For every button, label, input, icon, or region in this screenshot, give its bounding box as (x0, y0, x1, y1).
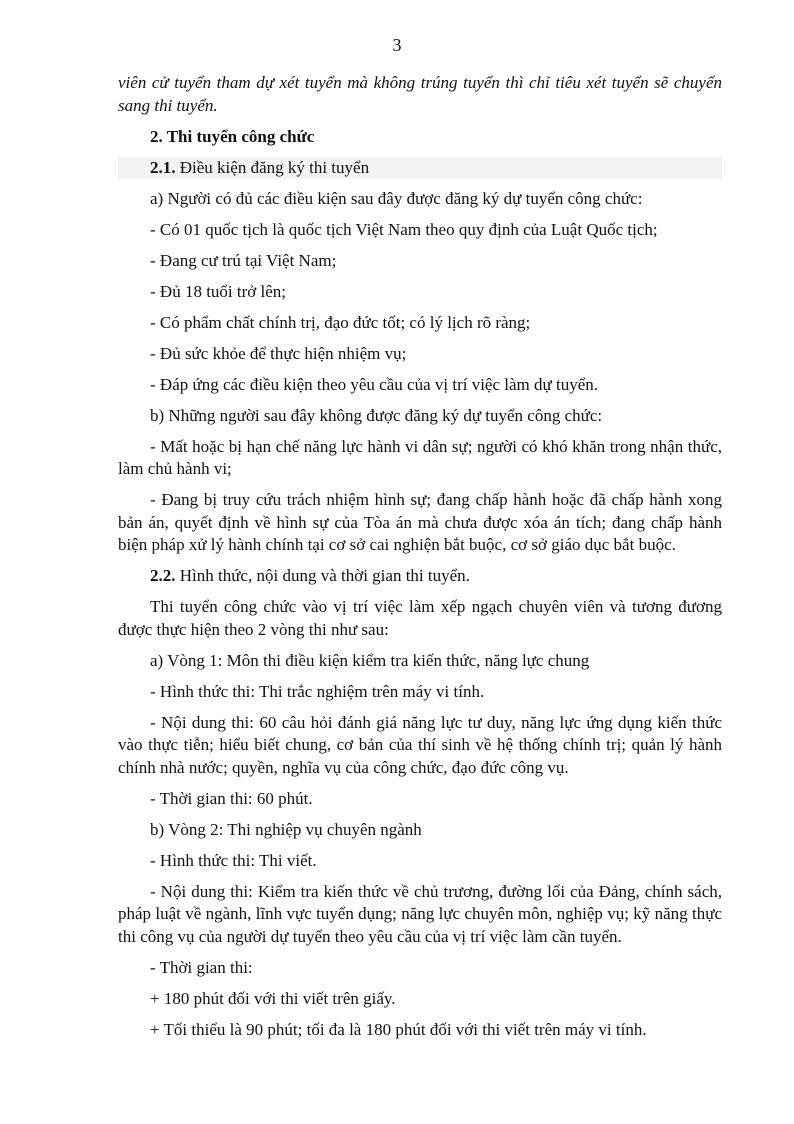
condition-a-intro: a) Người có đủ các điều kiện sau đây được đăng ký dự tuyển công chức: (150, 188, 643, 208)
list-item: - Đang cư trú tại Việt Nam; (150, 250, 337, 270)
list-item: - Đáp ứng các điều kiện theo yêu cầu của vị trí việc làm dự tuyển. (150, 374, 598, 394)
round-1-heading: a) Vòng 1: Môn thi điều kiện kiểm tra kiến thức, năng lực chung (150, 650, 590, 670)
rounds-intro-paragraph: Thi tuyển công chức vào vị trí việc làm xếp ngạch chuyên viên và tương đương được thực hiện theo 2 vòng thi như sau: (118, 597, 722, 639)
list-item: - Thời gian thi: (150, 957, 253, 977)
list-item: - Nội dung thi: Kiểm tra kiến thức về chủ trương, đường lối của Đảng, chính sách, pháp luật về ngành, lĩnh vực tuyển dụng; năng lực chuyên môn, nghiệp vụ; kỹ năng thực thi công vụ của người dự tuyển theo yêu cầu của vị trí việc làm cần tuyển. (118, 881, 722, 946)
list-item: + 180 phút đối với thi viết trên giấy. (150, 988, 396, 1008)
subsection-heading-dieu-kien (118, 157, 722, 180)
list-item: - Có 01 quốc tịch là quốc tịch Việt Nam theo quy định của Luật Quốc tịch; (150, 219, 658, 239)
list-item: - Nội dung thi: 60 câu hỏi đánh giá năng lực tư duy, năng lực ứng dụng kiến thức vào thực tiễn; hiểu biết chung, cơ bản của thí sinh về hệ thống chính trị; quản lý hành chính nhà nước; quyền, nghĩa vụ của công chức, đạo đức công vụ. (118, 712, 722, 777)
section-heading-thi-tuyen: 2. Thi tuyển công chức (150, 126, 315, 146)
list-item: + Tối thiểu là 90 phút; tối đa là 180 phút đối với thi viết trên máy vi tính. (150, 1019, 647, 1039)
subsection-title: Điều kiện đăng ký thi tuyển (175, 157, 370, 177)
round-2-heading: b) Vòng 2: Thi nghiệp vụ chuyên ngành (150, 819, 422, 839)
subsection-title: Hình thức, nội dung và thời gian thi tuyển. (175, 566, 470, 585)
subsection-heading-hinh-thuc (118, 565, 722, 588)
list-item: - Thời gian thi: 60 phút. (150, 788, 313, 808)
list-item: - Hình thức thi: Thi viết. (150, 850, 317, 870)
list-item: - Đang bị truy cứu trách nhiệm hình sự; đang chấp hành hoặc đã chấp hành xong bản án, quyết định về hình sự của Tòa án mà chưa được xóa án tích; đang chấp hành biện pháp xử lý hành chính tại cơ sở cai nghiện bắt buộc, cơ sở giáo dục bắt buộc. (118, 490, 722, 554)
page-content (118, 72, 722, 1050)
condition-b-intro: b) Những người sau đây không được đăng ký dự tuyển công chức: (150, 405, 603, 425)
list-item: - Đủ 18 tuổi trở lên; (150, 281, 286, 301)
list-item: - Hình thức thi: Thi trắc nghiệm trên máy vi tính. (150, 681, 485, 701)
subsection-number: 2.1. (150, 157, 176, 177)
page-number: 3 (392, 35, 402, 55)
intro-paragraph: viên cử tuyển tham dự xét tuyển mà không trúng tuyển thì chỉ tiêu xét tuyển sẽ chuyển sang thi tuyển. (118, 73, 722, 115)
list-item: - Đủ sức khỏe để thực hiện nhiệm vụ; (150, 343, 407, 363)
subsection-number: 2.2. (150, 566, 176, 585)
list-item: - Mất hoặc bị hạn chế năng lực hành vi dân sự; người có khó khăn trong nhận thức, làm chủ hành vi; (118, 436, 722, 478)
list-item: - Có phẩm chất chính trị, đạo đức tốt; có lý lịch rõ ràng; (150, 312, 531, 332)
